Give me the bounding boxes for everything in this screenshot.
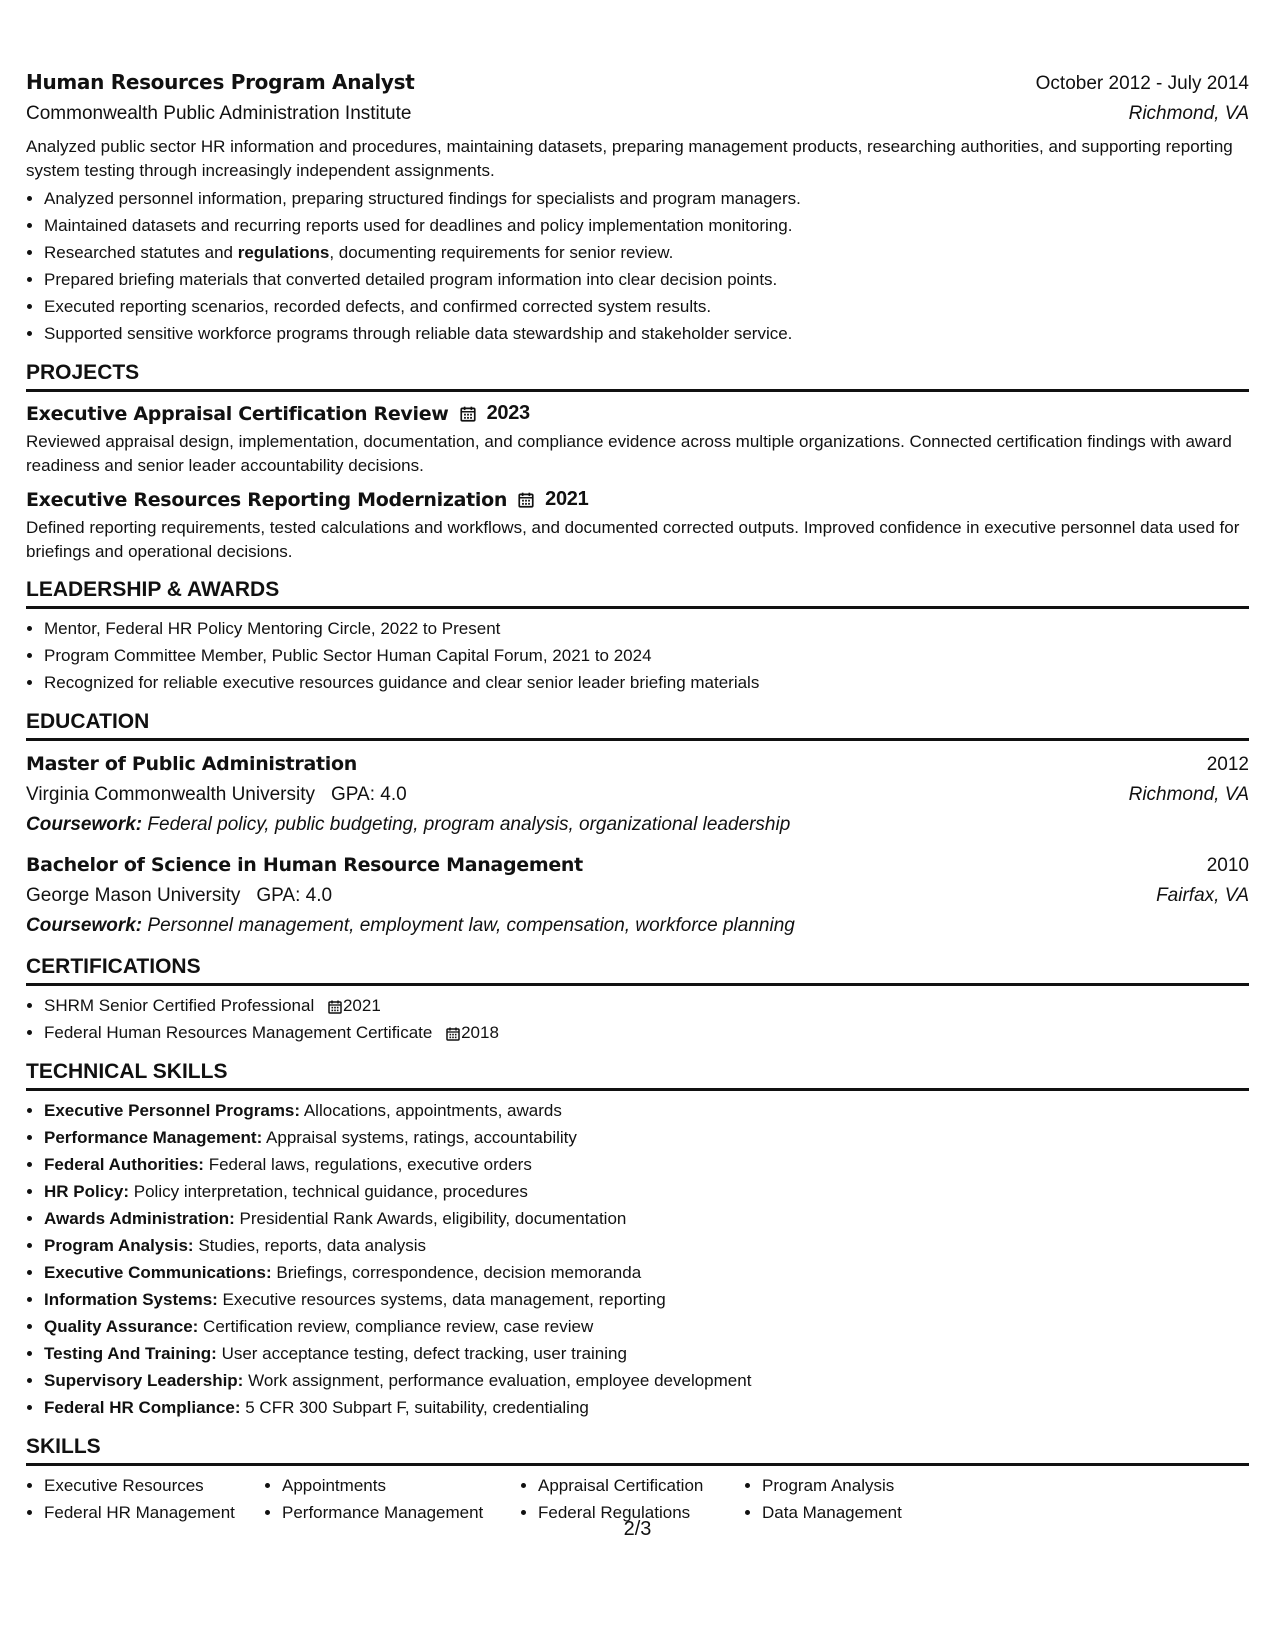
section-heading: EDUCATION [26, 710, 1249, 741]
bullet-text: Researched statutes and [44, 243, 238, 262]
skill-label: Executive Communications: [44, 1263, 272, 1282]
bullet-bold-text: regulations [237, 243, 330, 262]
skill-label: HR Policy: [44, 1182, 130, 1201]
technical-skills-list [26, 1097, 1249, 1421]
project-item [26, 488, 1249, 564]
skill-value: 5 CFR 300 Subpart F, suitability, credentialing [245, 1398, 589, 1417]
coursework-text: Personnel management, employment law, compensation, workforce planning [147, 915, 795, 936]
skill-label: Program Analysis: [44, 1236, 194, 1255]
list-item: • Maintained datasets and recurring reports used for deadlines and policy implementation monitoring. [44, 212, 1249, 239]
list-item [44, 1124, 1249, 1151]
bullet-text: , documenting requirements for senior review. [329, 243, 674, 262]
degree-year: 2012 [1206, 754, 1249, 775]
projects-section [26, 361, 1249, 564]
list-item: • Appraisal Certification [538, 1472, 744, 1499]
certification-year: 2018 [461, 1023, 499, 1042]
skill-value: Briefings, correspondence, decision memoranda [276, 1263, 642, 1282]
skill-value: Policy interpretation, technical guidance, procedures [133, 1182, 528, 1201]
list-item: • Executed reporting scenarios, recorded defects, and confirmed corrected system results. [44, 293, 1249, 320]
section-heading: LEADERSHIP & AWARDS [26, 578, 1249, 609]
skill-label: Information Systems: [44, 1290, 218, 1309]
certifications-section [26, 955, 1249, 1046]
leadership-list [26, 615, 1249, 696]
certification-name: SHRM Senior Certified Professional [44, 996, 315, 1015]
section-heading: PROJECTS [26, 361, 1249, 392]
section-heading: CERTIFICATIONS [26, 955, 1249, 986]
coursework-text: Federal policy, public budgeting, program analysis, organizational leadership [147, 814, 791, 835]
coursework-label: Coursework: [26, 915, 143, 936]
list-item [44, 1313, 1249, 1340]
experience-entry [26, 70, 1249, 347]
skill-label: Quality Assurance: [44, 1317, 199, 1336]
list-item: • Prepared briefing materials that converted detailed program information into clear decision points. [44, 266, 1249, 293]
list-item: • Program Analysis [762, 1472, 982, 1499]
skill-label: Federal Authorities: [44, 1155, 204, 1174]
certifications-list [26, 992, 1249, 1046]
list-item: • Program Committee Member, Public Sector Human Capital Forum, 2021 to 2024 [44, 642, 1249, 669]
school-name: Virginia Commonwealth University [26, 784, 315, 805]
skill-label: Supervisory Leadership: [44, 1371, 244, 1390]
school-name: George Mason University [26, 885, 241, 906]
skill-value: Federal laws, regulations, executive orders [208, 1155, 532, 1174]
certification-name: Federal Human Resources Management Certificate [44, 1023, 433, 1042]
project-year: 2023 [486, 402, 530, 424]
skill-label: Federal HR Compliance: [44, 1398, 241, 1417]
job-location: Richmond, VA [1128, 103, 1249, 124]
degree-year: 2010 [1206, 855, 1249, 876]
list-item [44, 239, 1249, 266]
list-item [44, 992, 1249, 1019]
project-year: 2021 [545, 488, 589, 510]
list-item: • Executive Resources [44, 1472, 264, 1499]
education-item [26, 854, 1249, 937]
list-item [44, 1340, 1249, 1367]
project-name: Executive Appraisal Certification Review [26, 402, 449, 425]
certification-year: 2021 [342, 996, 381, 1015]
education-section [26, 710, 1249, 937]
skill-value: Certification review, compliance review, case review [203, 1317, 594, 1336]
skill-value: Allocations, appointments, awards [303, 1101, 562, 1120]
skill-value: User acceptance testing, defect tracking, user training [221, 1344, 627, 1363]
resume-page [26, 70, 1249, 1526]
job-title: Human Resources Program Analyst [26, 70, 415, 94]
degree-name: Master of Public Administration [26, 753, 357, 775]
list-item [44, 1259, 1249, 1286]
skill-label: Performance Management: [44, 1128, 263, 1147]
list-item: • Appointments [282, 1472, 520, 1499]
list-item [44, 1394, 1249, 1421]
job-summary: Analyzed public sector HR information and procedures, maintaining datasets, preparing management products, researching authorities, and supporting reporting system testing through increasingly independent assignments. [26, 137, 1233, 180]
leadership-section [26, 578, 1249, 696]
job-dates: October 2012 - July 2014 [1035, 73, 1249, 94]
skill-label: Awards Administration: [44, 1209, 235, 1228]
skill-value: Studies, reports, data analysis [198, 1236, 427, 1255]
gpa: GPA: 4.0 [330, 784, 407, 805]
calendar-icon [327, 999, 343, 1015]
job-organization: Commonwealth Public Administration Institute [26, 103, 412, 124]
list-item: • Data Management [762, 1499, 982, 1526]
list-item [44, 1286, 1249, 1313]
project-name: Executive Resources Reporting Modernization [26, 488, 508, 511]
skills-section [26, 1435, 1249, 1526]
education-item [26, 753, 1249, 836]
degree-name: Bachelor of Science in Human Resource Management [26, 854, 583, 876]
list-item: • Federal Regulations [538, 1499, 744, 1526]
list-item [44, 1367, 1249, 1394]
list-item: • Analyzed personnel information, preparing structured findings for specialists and program managers. [44, 185, 1249, 212]
list-item: • Mentor, Federal HR Policy Mentoring Circle, 2022 to Present [44, 615, 1249, 642]
skill-value: Work assignment, performance evaluation, employee development [248, 1371, 752, 1390]
project-description: Reviewed appraisal design, implementation, documentation, and compliance evidence across multiple organizations. Connected certification findings with award readiness and senior leader accountability decisions. [26, 432, 1232, 475]
list-item [44, 1097, 1249, 1124]
project-item [26, 402, 1249, 478]
skill-label: Testing And Training: [44, 1344, 217, 1363]
list-item [44, 1178, 1249, 1205]
list-item [44, 1232, 1249, 1259]
skill-value: Appraisal systems, ratings, accountability [266, 1128, 577, 1147]
list-item: • Supported sensitive workforce programs through reliable data stewardship and stakeholder service. [44, 320, 1249, 347]
technical-skills-section [26, 1060, 1249, 1421]
skill-value: Executive resources systems, data management, reporting [222, 1290, 666, 1309]
skill-label: Executive Personnel Programs: [44, 1101, 301, 1120]
list-item [44, 1019, 1249, 1046]
list-item [44, 1151, 1249, 1178]
calendar-icon [459, 405, 477, 423]
list-item: • Performance Management [282, 1499, 520, 1526]
calendar-icon [445, 1026, 461, 1042]
page-indicator: 2/3 [623, 1518, 652, 1540]
list-item: • Recognized for reliable executive resources guidance and clear senior leader briefing materials [44, 669, 1249, 696]
section-heading: SKILLS [26, 1435, 1249, 1466]
coursework [26, 814, 1249, 836]
list-item: • Federal HR Management [44, 1499, 264, 1526]
list-item [44, 1205, 1249, 1232]
section-heading: TECHNICAL SKILLS [26, 1060, 1249, 1091]
gpa: GPA: 4.0 [256, 885, 333, 906]
school-location: Fairfax, VA [1156, 885, 1249, 906]
job-bullets [26, 185, 1249, 347]
skill-value: Presidential Rank Awards, eligibility, documentation [239, 1209, 627, 1228]
project-description: Defined reporting requirements, tested calculations and workflows, and documented corrected outputs. Improved confidence in executive personnel data used for briefings and operational decisions. [26, 518, 1240, 561]
coursework-label: Coursework: [26, 814, 143, 835]
coursework [26, 915, 1249, 937]
school-location: Richmond, VA [1128, 784, 1249, 805]
calendar-icon [517, 491, 535, 509]
